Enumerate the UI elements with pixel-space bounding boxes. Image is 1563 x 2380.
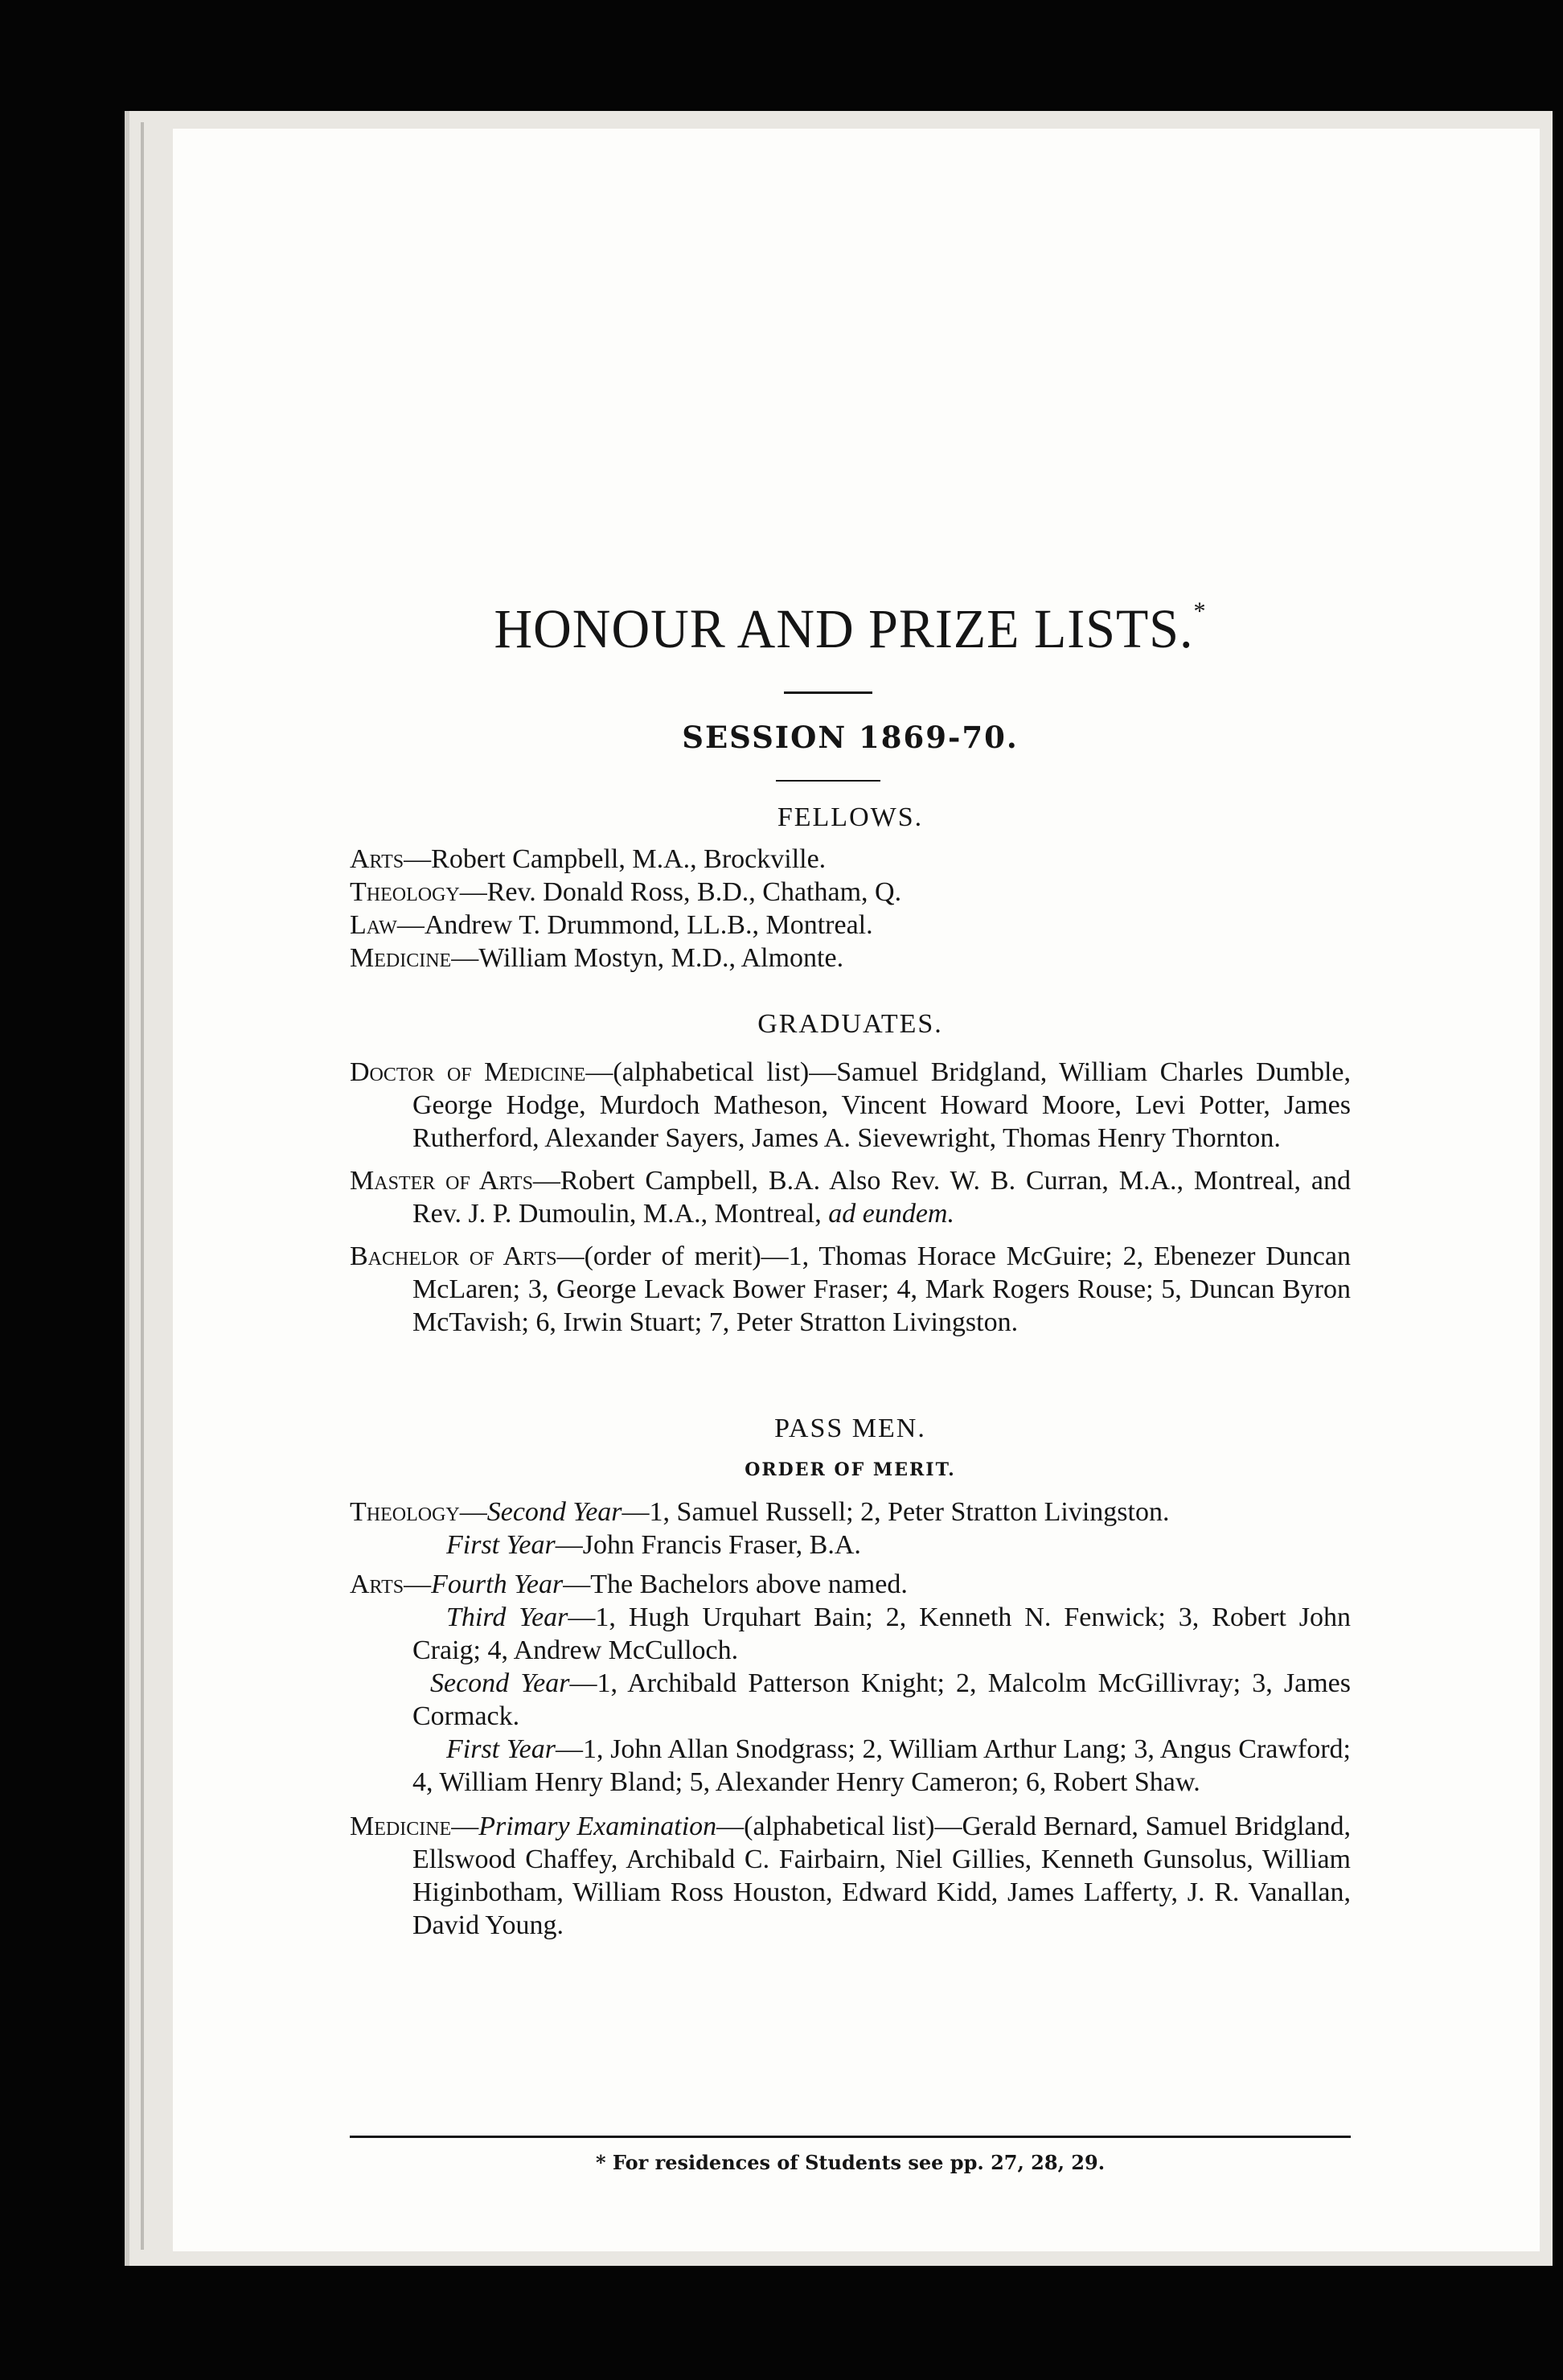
- master-of-arts-entry: Master of Arts—Robert Campbell, B.A. Also Rev. W. B. Curran, M.A., Montreal, and Rev. J. P. Dumoulin, M.A., Montreal, ad eundem.: [350, 1166, 1351, 1229]
- fellow-medicine: Medicine—William Mostyn, M.D., Almonte.: [350, 943, 844, 973]
- session-heading: SESSION 1869-70.: [682, 720, 1019, 755]
- theology-second-year: Theology—Second Year—1, Samuel Russell; 2, Peter Stratton Livingston.: [350, 1497, 1170, 1527]
- bachelor-of-arts-entry: Bachelor of Arts—(order of merit)—1, Thomas Horace McGuire; 2, Ebenezer Duncan McLaren; 3, George Levack Bower Fraser; 4, Mark Rogers Rouse; 5, Duncan Byron McTavish; 6, Irwin Stuart; 7, Peter Stratton Livingston.: [350, 1241, 1351, 1337]
- fellows-heading: FELLOWS.: [777, 802, 924, 832]
- pass-men-list: [350, 1496, 1351, 1942]
- graduates-list: [350, 1056, 1351, 1339]
- fellow-law: Law—Andrew T. Drummond, LL.B., Montreal.: [350, 910, 873, 940]
- arts-first-year: First Year—1, John Allan Snodgrass; 2, William Arthur Lang; 3, Angus Crawford; 4, William Henry Bland; 5, Alexander Henry Cameron; 6, Robert Shaw.: [412, 1734, 1352, 1797]
- doctor-of-medicine-entry: Doctor of Medicine—(alphabetical list)—Samuel Bridgland, William Charles Dumble, George Hodge, Murdoch Matheson, Vincent Howard Moore, Levi Potter, James Rutherford, Alexander Sayers, James A. Sievewright, Thomas Henry Thornton.: [350, 1057, 1351, 1153]
- fellow-arts: Arts—Robert Campbell, M.A., Brockville.: [350, 844, 827, 874]
- title-text: HONOUR AND PRIZE LISTS.: [494, 598, 1194, 660]
- pass-men-heading: PASS MEN.: [774, 1414, 926, 1443]
- page-title: [350, 597, 1351, 662]
- session-rule: [776, 780, 880, 782]
- theology-first-year: First Year—John Francis Fraser, B.A.: [446, 1530, 861, 1560]
- fellow-theology: Theology—Rev. Donald Ross, B.D., Chatham, Q.: [350, 877, 902, 907]
- footnote: * For residences of Students see pp. 27, 28, 29.: [595, 2151, 1106, 2174]
- fellows-list: [350, 843, 1351, 975]
- title-footnote-mark: *: [1193, 597, 1207, 626]
- title-rule: [784, 691, 872, 694]
- order-of-merit-heading: ORDER OF MERIT.: [745, 1459, 956, 1480]
- medicine-primary-examination: Medicine—Primary Examination—(alphabetical list)—Gerald Bernard, Samuel Bridgland, Ellswood Chaffey, Archibald C. Fairbairn, Niel Gillies, Kenneth Gunsolus, William Higinbotham, William Ross Houston, Edward Kidd, James Lafferty, J. R. Vanallan, David Young.: [350, 1812, 1351, 1940]
- graduates-heading: GRADUATES.: [757, 1009, 943, 1039]
- arts-third-year: Third Year—1, Hugh Urquhart Bain; 2, Kenneth N. Fenwick; 3, Robert John Craig; 4, Andrew McCulloch.: [412, 1602, 1351, 1665]
- document-page: [173, 129, 1540, 2251]
- arts-fourth-year: Arts—Fourth Year—The Bachelors above named.: [350, 1570, 908, 1599]
- arts-second-year: Second Year—1, Archibald Patterson Knight; 2, Malcolm McGillivray; 3, James Cormack.: [412, 1668, 1352, 1731]
- footnote-rule: [350, 2136, 1351, 2138]
